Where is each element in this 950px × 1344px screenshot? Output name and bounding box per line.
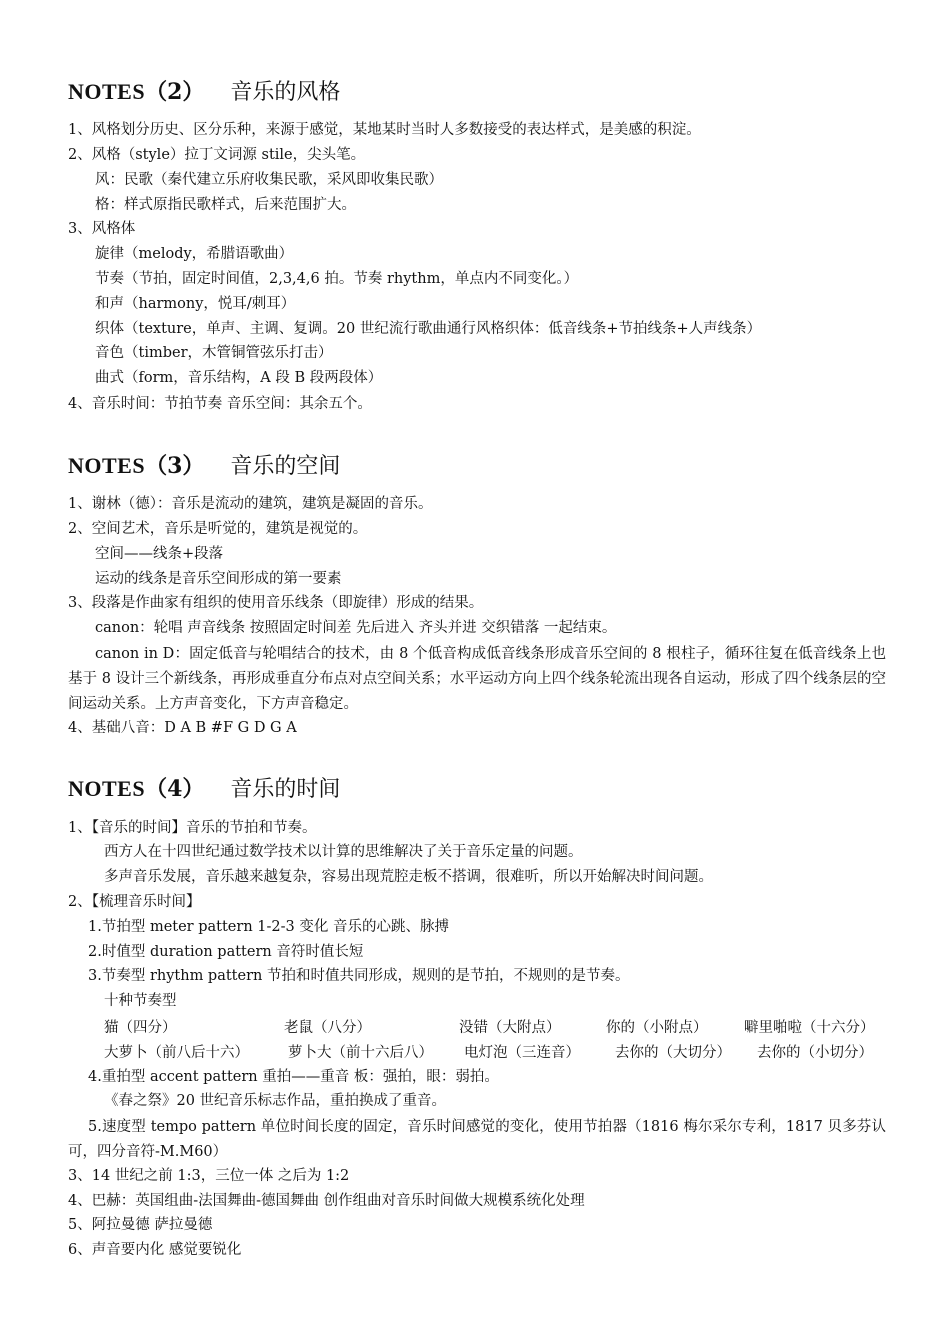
text-line: 格：样式原指民歌样式，后来范围扩大。 — [95, 197, 356, 213]
rhythm-type: 噼里啪啦（十六分） — [744, 1020, 875, 1036]
text-line: 节奏（节拍，固定时间值，2,3,4,6 拍。节奏 rhythm，单点内不同变化。） — [95, 271, 579, 287]
heading-title: 音乐的风格 — [230, 80, 341, 105]
text-line: 曲式（form，音乐结构，A 段 B 段两段体） — [95, 370, 383, 386]
text-line: 4、基础八音：D A B #F G D G A — [68, 720, 297, 736]
rhythm-type: 没错（大附点） — [459, 1020, 561, 1036]
heading-title: 音乐的时间 — [230, 777, 341, 802]
rhythm-type: 去你的（大切分） — [615, 1045, 731, 1061]
text-paragraph: 5.速度型 tempo pattern 单位时间长度的固定，音乐时间感觉的变化，使用节拍器（1816 梅尔采尔专利，1817 贝多芬认可，四分音符-M.M60） — [68, 1119, 886, 1160]
text-line: 4.重拍型 accent pattern 重拍——重音 板：强拍，眼：弱拍。 — [88, 1069, 499, 1085]
text-line: 3、风格体 — [68, 221, 136, 237]
text-line: 1、谢林（德）：音乐是流动的建筑，建筑是凝固的音乐。 — [68, 496, 433, 512]
heading-number: （2） — [145, 79, 205, 105]
text-line: 3、段落是作曲家有组织的使用音乐线条（即旋律）形成的结果。 — [68, 595, 484, 611]
heading-number: （3） — [145, 453, 205, 479]
text-line: 1、风格划分历史、区分乐种，来源于感觉，某地某时当时人多数接受的表达样式，是美感的积淀。 — [68, 122, 701, 138]
heading-notes: NOTES — [68, 776, 146, 801]
text-line: 空间——线条+段落 — [95, 546, 224, 562]
text-line: 3、14 世纪之前 1:3，三位一体 之后为 1:2 — [68, 1168, 350, 1184]
text-line: 2、【梳理音乐时间】 — [68, 894, 201, 910]
rhythm-type: 萝卜大（前十六后八） — [288, 1045, 433, 1061]
text-line: 西方人在十四世纪通过数学技术以计算的思维解决了关于音乐定量的问题。 — [104, 844, 583, 860]
rhythm-type: 老鼠（八分） — [284, 1020, 371, 1036]
rhythm-type: 你的（小附点） — [606, 1020, 708, 1036]
text-line: 1、【音乐的时间】音乐的节拍和节奏。 — [68, 820, 317, 836]
text-line: 4、巴赫：英国组曲-法国舞曲-德国舞曲 创作组曲对音乐时间做大规模系统化处理 — [68, 1193, 585, 1209]
text-paragraph: canon in D：固定低音与轮唱结合的技术，由 8 个低音构成低音线条形成音乐空间的 8 根柱子，循环往复在低音线条上也基于 8 设计三个新线条，再形成垂直分布点对点空间关系；水平运动方向上四个线条轮流出现各自运动，形成了四个线条层的空间运动关系。上方声音变化，下方声音稳定。 — [68, 646, 886, 712]
text-line: 织体（texture，单声、主调、复调。20 世纪流行歌曲通行风格织体：低音线条+节拍线条+人声线条） — [95, 321, 762, 337]
text-line: 2.时值型 duration pattern 音符时值长短 — [88, 944, 364, 960]
section-heading-3 — [68, 449, 340, 480]
text-line: 运动的线条是音乐空间形成的第一要素 — [95, 571, 342, 587]
rhythm-type: 电灯泡（三连音） — [464, 1045, 580, 1061]
text-line: 旋律（melody，希腊语歌曲） — [95, 246, 294, 262]
heading-number: （4） — [145, 776, 205, 802]
text-line: 《春之祭》20 世纪音乐标志作品，重拍换成了重音。 — [104, 1093, 447, 1109]
text-line: canon：轮唱 声音线条 按照固定时间差 先后进入 齐头并进 交织错落 一起结束。 — [95, 620, 617, 636]
rhythm-type: 去你的（小切分） — [757, 1045, 873, 1061]
heading-notes: NOTES — [68, 453, 146, 478]
text-line: 5、阿拉曼德 萨拉曼德 — [68, 1217, 213, 1233]
text-line: 1.节拍型 meter pattern 1-2-3 变化 音乐的心跳、脉搏 — [88, 919, 449, 935]
rhythm-type: 猫（四分） — [104, 1020, 177, 1036]
text-line: 多声音乐发展，音乐越来越复杂，容易出现荒腔走板不搭调，很难听，所以开始解决时间问题。 — [104, 869, 713, 885]
text-line: 2、空间艺术，音乐是听觉的，建筑是视觉的。 — [68, 521, 368, 537]
text-line: 3.节奏型 rhythm pattern 节拍和时值共同形成，规则的是节拍，不规则的是节奏。 — [88, 968, 630, 984]
text-line: 十种节奏型 — [104, 993, 177, 1009]
heading-notes: NOTES — [68, 79, 146, 104]
section-heading-4 — [68, 772, 340, 803]
text-line: 和声（harmony，悦耳/刺耳） — [95, 296, 296, 312]
text-line: 2、风格（style）拉丁文词源 stile，尖头笔。 — [68, 147, 366, 163]
section-heading-2 — [68, 75, 340, 106]
text-line: 音色（timber，木管铜管弦乐打击） — [95, 345, 333, 361]
text-line: 6、声音要内化 感觉要锐化 — [68, 1242, 242, 1258]
heading-title: 音乐的空间 — [230, 454, 341, 479]
rhythm-type: 大萝卜（前八后十六） — [104, 1045, 249, 1061]
text-line: 4、音乐时间：节拍节奏 音乐空间：其余五个。 — [68, 396, 372, 412]
text-line: 风：民歌（秦代建立乐府收集民歌，采风即收集民歌） — [95, 172, 443, 188]
